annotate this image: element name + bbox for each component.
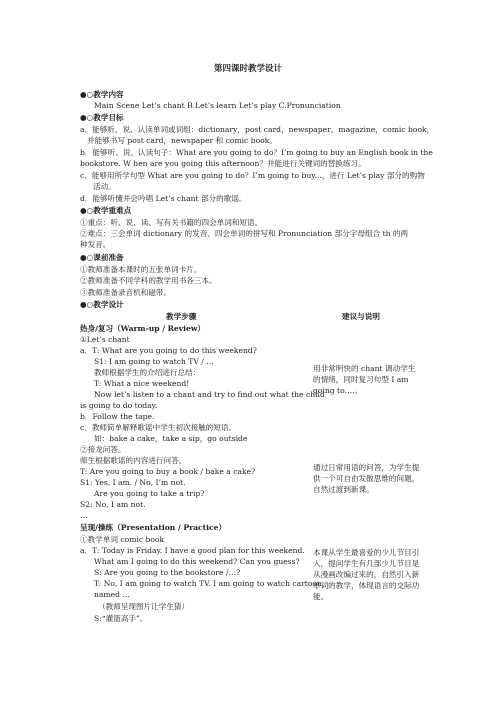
goal-a-line-2: 并能够书写 post card，newspaper 和 comic book。 xyxy=(87,136,277,145)
prep-item-3: ③教师准备录音机和磁带。 xyxy=(80,288,172,297)
section-heading-keypoints: ●○教学重难点 xyxy=(80,206,132,215)
step-line: 如：bake a cake，take a sip，go outside xyxy=(94,434,248,443)
step-line: c．教师简单解释歌谣中学生初次接触的短语。 xyxy=(80,423,237,432)
stage-heading-warmup: 热身/复习（Warm-up / Review） xyxy=(80,324,206,333)
goal-c-line-2: 活动。 xyxy=(93,182,116,191)
prep-item-2: ②教师准备不同学科的教学用书各三本。 xyxy=(80,276,217,285)
step-line: What am I going to do this weekend? Can you guess? xyxy=(94,557,300,566)
goal-a-line-1: a．能够听、说、认读单词或词组：dictionary，post card，newspaper，magazine，comic book， xyxy=(80,125,435,134)
content-line: Main Scene Let’s chant B.Let’s learn Let’s play C.Pronunciation xyxy=(94,101,341,110)
step-line: S2: No, I am not. xyxy=(80,500,146,509)
step-line: S1: I am going to watch TV / … xyxy=(94,357,214,366)
column-header-steps: 教学步骤 xyxy=(166,312,197,321)
step-line: T: No, I am going to watch TV. I am going to watch cartoon xyxy=(94,579,322,588)
page-title: 第四课时教学设计 xyxy=(213,64,282,74)
step-line: 教师根据学生的介绍进行总结： xyxy=(94,368,201,377)
step-line: a．T: What are you going to do this weekend? xyxy=(80,346,257,355)
step-line: T: Are you going to buy a book / bake a cake? xyxy=(80,467,256,476)
step-line: Now let’s listen to a chant and try to find out what the child xyxy=(94,390,325,399)
prep-item-1: ①教师准备本课时的五张单词卡片。 xyxy=(80,265,202,274)
step-line: is going to do today. xyxy=(80,401,158,410)
step-line: a．T: Today is Friday. I have a good plan for this weekend. xyxy=(80,546,305,555)
advice-note-warmup: 用非常明快的 chant 调动学生的情绪，同时复习句型 I am going to….。 xyxy=(313,364,416,395)
goal-c-line-1: c．能够用所学句型 What are you going to do？I’m going to buy...，进行 Let’s play 部分的购物 xyxy=(80,171,425,180)
advice-note-presentation: 本课从学生最喜爱的少儿节目引入，提问学生有几部少儿节目是从漫画改编过来的，自然引入新单词的教学，体现语言的交际功能。 xyxy=(313,548,420,601)
keypoint-2-line-1: ②难点：三会单词 dictionary 的发音、四会单词的拼写和 Pronunciation 部分字母组合 th 的两 xyxy=(80,229,409,238)
keypoint-1: ①重点：听、说、读、写有关书籍的四会单词和短语。 xyxy=(80,218,263,227)
section-heading-design: ●○教学设计 xyxy=(80,300,124,309)
goal-b-line-1: b．能够听、说、认读句子：What are you going to do？I’m going to buy an English book in the xyxy=(80,148,433,157)
step-line: named … xyxy=(94,590,130,599)
step-line: ①Let’s chant xyxy=(80,335,130,344)
stage-heading-presentation: 呈现/操练（Presentation / Practice） xyxy=(80,523,227,532)
keypoint-2-line-2: 种发音。 xyxy=(80,240,111,249)
step-line: … xyxy=(80,511,88,520)
step-line: ②接龙问答。 xyxy=(80,445,126,454)
section-heading-goals: ●○教学目标 xyxy=(80,113,124,122)
section-heading-prep: ●○课前准备 xyxy=(80,253,124,262)
step-line: 师生根据歌谣的内容进行问答。 xyxy=(80,456,187,465)
step-line: S1: Yes, I am. / No, I’m not. xyxy=(80,478,186,487)
step-line: ①教学单词 comic book xyxy=(80,535,165,544)
section-heading-content: ●○教学内容 xyxy=(80,90,124,99)
step-line: T: What a nice weekend! xyxy=(94,379,190,388)
step-line: Are you going to take a trip? xyxy=(94,489,205,498)
step-line: S: Are you going to the bookstore /…? xyxy=(94,568,241,577)
advice-note-qa: 通过日常用语的问答，为学生提供一个可自由发散思维的问题，自然过渡到新课。 xyxy=(313,463,420,494)
step-line: S:“灌篮高手”。 xyxy=(94,614,148,623)
column-header-advice: 建议与说明 xyxy=(342,312,380,321)
step-line: （教师呈现图片让学生猜） xyxy=(98,602,190,611)
goal-d-line: d．能够听懂并会吟唱 Let’s chant 部分的歌谣。 xyxy=(80,194,247,203)
step-line: b．Follow the tape. xyxy=(80,412,155,421)
goal-b-line-2: bookstore. W hen are you going this afternoon？并能进行关键词的替换练习。 xyxy=(80,159,366,168)
